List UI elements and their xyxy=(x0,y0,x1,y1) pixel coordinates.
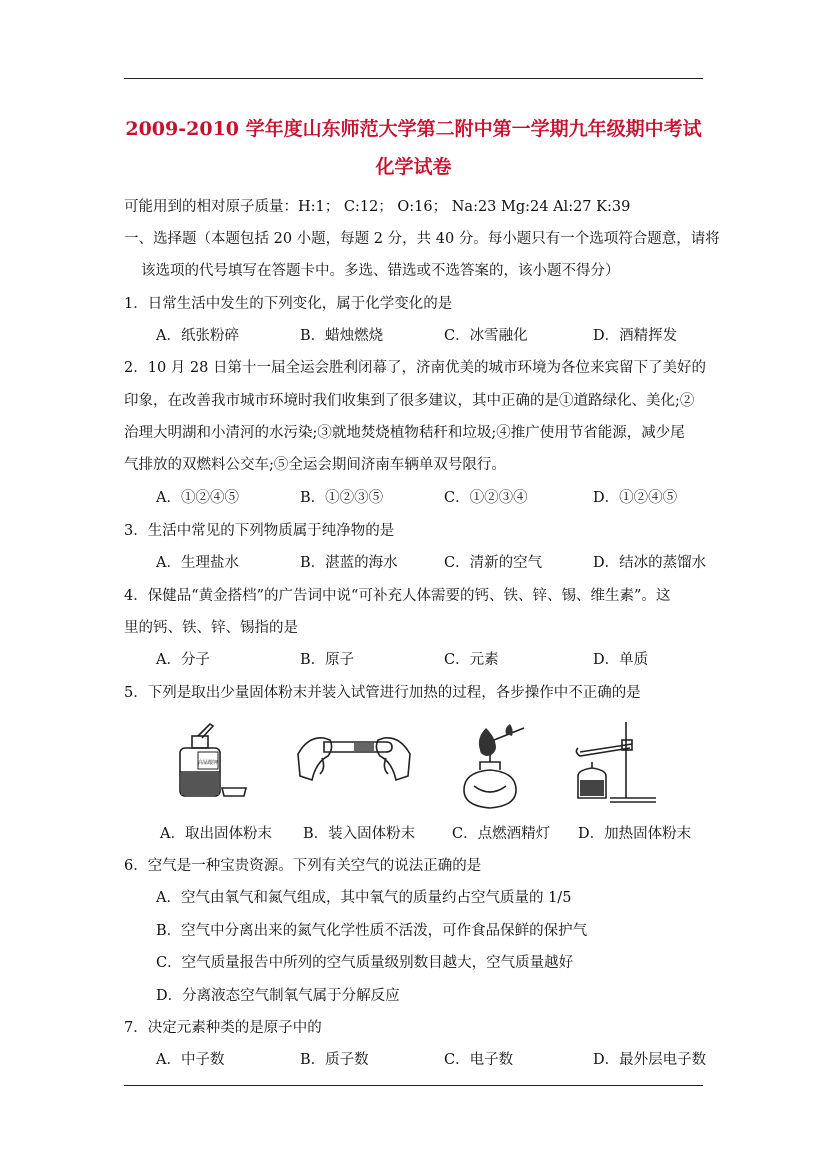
bottle-label-text: 高锰酸钾 xyxy=(197,760,219,766)
question-stem: 里的钙、铁、锌、锡指的是 xyxy=(124,620,298,636)
option-d: D．最外层电子数 xyxy=(593,1052,707,1068)
option-b: B．①②③⑤ xyxy=(300,490,384,506)
option-d: D．分离液态空气制氧气属于分解反应 xyxy=(156,988,400,1004)
reagent-bottle-illustration xyxy=(172,722,262,812)
option-a: A．中子数 xyxy=(156,1052,225,1068)
option-d: D．单质 xyxy=(593,652,649,668)
option-c: C．元素 xyxy=(444,652,499,668)
option-a: A．空气由氧气和氮气组成，其中氧气的质量约占空气质量的 1/5 xyxy=(156,890,572,906)
option-c: C．点燃酒精灯 xyxy=(452,826,551,842)
option-d: D．①②④⑤ xyxy=(593,490,678,506)
option-c: C．冰雪融化 xyxy=(444,328,528,344)
option-b: B．原子 xyxy=(300,652,355,668)
option-b: B．装入固体粉末 xyxy=(303,826,416,842)
question-stem: 治理大明湖和小清河的水污染;③就地焚烧植物秸秆和垃圾;④推广使用节省能源，减少尾 xyxy=(124,425,685,441)
option-c: C．①②③④ xyxy=(444,490,528,506)
option-c: C．空气质量报告中所列的空气质量级别数目越大，空气质量越好 xyxy=(156,955,574,971)
question-stem: 4．保健品“黄金搭档”的广告词中说“可补充人体需要的钙、铁、锌、锡、维生素”。这 xyxy=(124,588,671,604)
page-title: 2009-2010 学年度山东师范大学第二附中第一学期九年级期中考试 xyxy=(125,118,702,140)
question-stem: 2．10 月 28 日第十一届全运会胜利闭幕了，济南优美的城市环境为各位来宾留下了美好的 xyxy=(124,360,706,376)
section-instructions: 一、选择题（本题包括 20 小题，每题 2 分，共 40 分。每小题只有一个选项符合题意，请将 xyxy=(124,231,720,247)
option-d: D．加热固体粉末 xyxy=(578,826,692,842)
question-stem: 3．生活中常见的下列物质属于纯净物的是 xyxy=(124,523,395,539)
question-stem: 印象，在改善我市城市环境时我们收集到了很多建议，其中正确的是①道路绿化、美化;② xyxy=(124,393,695,409)
bottom-rule xyxy=(124,1085,703,1086)
atomic-masses: 可能用到的相对原子质量：H:1； C:12； O:16； Na:23 Mg:24 Al:27 K:39 xyxy=(124,199,631,215)
option-a: A．分子 xyxy=(156,652,210,668)
top-rule xyxy=(124,78,703,79)
option-c: C．清新的空气 xyxy=(444,555,543,571)
question-stem: 7．决定元素种类的是原子中的 xyxy=(124,1020,322,1036)
option-c: C．电子数 xyxy=(444,1052,514,1068)
option-b: B．蜡烛燃烧 xyxy=(300,328,384,344)
option-d: D．酒精挥发 xyxy=(593,328,678,344)
hands-test-tube-illustration xyxy=(294,728,414,808)
option-b: B．质子数 xyxy=(300,1052,369,1068)
heating-apparatus-illustration xyxy=(570,718,660,808)
option-a: A．①②④⑤ xyxy=(156,490,239,506)
section-instructions: 该选项的代号填写在答题卡中。多选、错选或不选答案的，该小题不得分） xyxy=(141,263,620,279)
question-stem: 气排放的双燃料公交车;⑤全运会期间济南车辆单双号限行。 xyxy=(124,457,506,473)
question-stem: 6．空气是一种宝贵资源。下列有关空气的说法正确的是 xyxy=(124,858,482,874)
question-stem: 5．下列是取出少量固体粉末并装入试管进行加热的过程，各步操作中不正确的是 xyxy=(124,685,641,701)
option-b: B．湛蓝的海水 xyxy=(300,555,398,571)
question-stem: 1．日常生活中发生的下列变化，属于化学变化的是 xyxy=(124,296,453,312)
alcohol-lamp-illustration xyxy=(450,720,530,816)
option-a: A．纸张粉碎 xyxy=(156,328,239,344)
option-d: D．结冰的蒸馏水 xyxy=(593,555,707,571)
option-a: A．取出固体粉末 xyxy=(160,826,272,842)
page-subtitle: 化学试卷 xyxy=(375,156,452,178)
option-a: A．生理盐水 xyxy=(156,555,239,571)
option-b: B．空气中分离出来的氮气化学性质不活泼，可作食品保鲜的保护气 xyxy=(156,923,588,939)
